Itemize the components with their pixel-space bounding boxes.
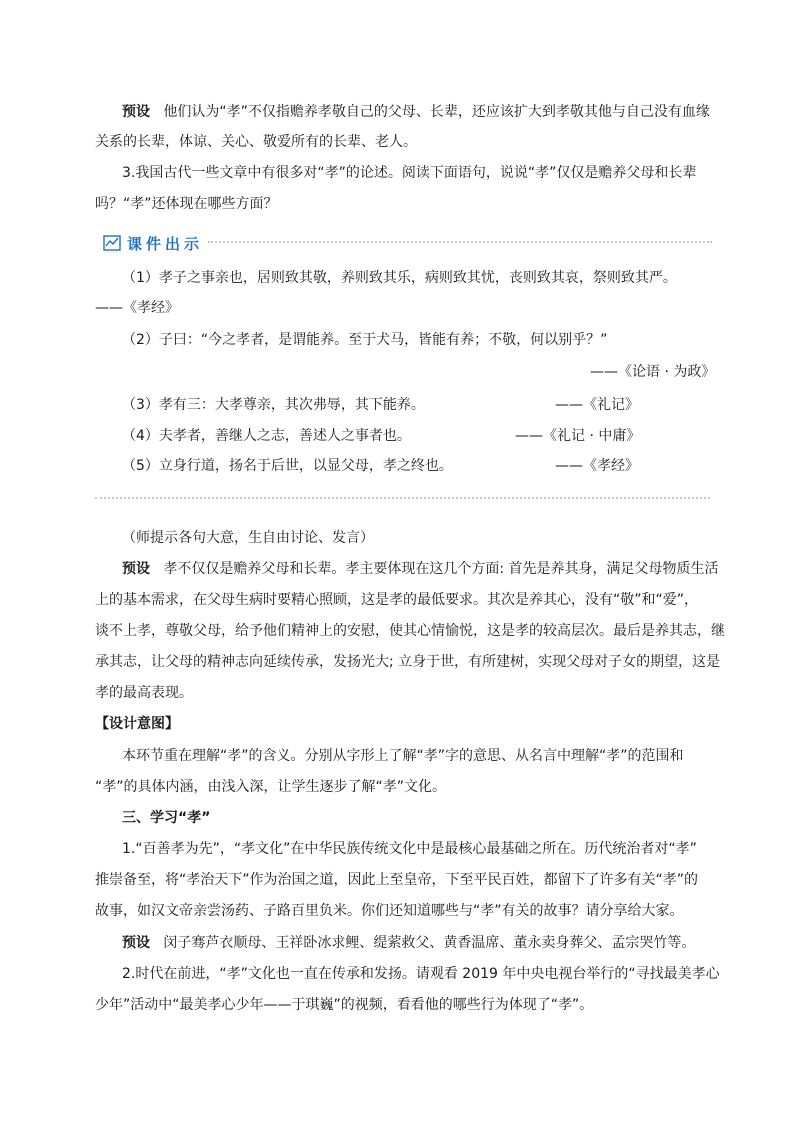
courseware-title: 课件出示: [127, 234, 204, 253]
quote-4-source: ——《礼记 · 中庸》: [515, 428, 641, 444]
quote-3-source: ——《礼记》: [555, 397, 639, 413]
quote-3: （3）孝有三：大孝尊亲，其次弗辱，其下能养。: [122, 397, 425, 413]
quote-5: （5）立身行道，扬名于后世，以显父母，孝之终也。: [122, 458, 453, 474]
preset-paragraph-1-line-1: 预设 他们认为“孝”不仅指赡养孝敬自己的父母、长辈，还应该扩大到孝敬其他与自己没有血缘: [122, 104, 710, 120]
question-3-line-2: 吗？“孝”还体现在哪些方面？: [95, 196, 278, 212]
preset-paragraph-2-line-4: 承其志，让父母的精神志向延续传承，发扬光大; 立身于世，有所建树，实现父母对子女的期望，这是: [95, 654, 721, 670]
preset-label: 预设: [122, 935, 150, 951]
item-1-line-3: 故事，如汉文帝亲尝汤药、子路百里负米。你们还知道哪些与“孝”有关的故事？请分享给大家。: [95, 903, 684, 919]
teacher-hint: （师提示各句大意，生自由讨论、发言）: [122, 530, 374, 546]
preset-paragraph-3: 预设 闵子骞芦衣顺母、王祥卧冰求鲤、缇萦救父、黄香温席、董永卖身葬父、孟宗哭竹等。: [122, 935, 696, 951]
preset-paragraph-2-line-2: 上的基本需求，在父母生病时要精心照顾，这是孝的最低要求。其次是养其心，没有“敬”和“爱”，: [95, 592, 699, 608]
quote-1: （1）孝子之事亲也，居则致其敬，养则致其乐，病则致其忧，丧则致其哀，祭则致其严。: [122, 270, 677, 286]
design-intent-line-1: 本环节重在理解“孝”的含义。分别从字形上了解“孝”字的意思、从名言中理解“孝”的范围和: [122, 748, 684, 764]
item-2-line-1: 2.时代在前进，“孝”文化也一直在传承和发扬。请观看 2019 年中央电视台举行的“寻找最美孝心: [122, 966, 720, 982]
preset-paragraph-2-line-5: 孝的最高表现。: [95, 685, 193, 701]
item-1-line-1: 1.“百善孝为先”，“孝文化”在中华民族传统文化中是最核心最基础之所在。历代统治者对“孝”: [122, 841, 697, 857]
quote-2: （2）子曰：“今之孝者，是谓能养。至于犬马，皆能有养；不敬，何以别乎？”: [122, 332, 608, 348]
courseware-divider: [208, 241, 712, 243]
courseware-header: [103, 232, 203, 254]
section-3-heading: 三、学习“孝”: [122, 810, 211, 826]
item-2-line-2: 少年”活动中“最美孝心少年——于琪巍”的视频，看看他的哪些行为体现了“孝”。: [95, 997, 594, 1013]
question-3-line-1: 3.我国古代一些文章中有很多对“孝”的论述。阅读下面语句，说说“孝”仅仅是赡养父母和长辈: [122, 165, 697, 181]
preset-label: 预设: [122, 104, 150, 120]
quote-5-source: ——《孝经》: [555, 458, 639, 474]
preset-paragraph-2-line-1: 预设 孝不仅仅是赡养父母和长辈。孝主要体现在这几个方面: 首先是养其身，满足父母物质生活: [122, 561, 719, 577]
preset-paragraph-1-line-2: 关系的长辈，体谅、关心、敬爱所有的长辈、老人。: [95, 134, 417, 150]
quote-2-source: ——《论语 · 为政》: [590, 364, 716, 380]
item-1-line-2: 推崇备至，将“孝治天下”作为治国之道，因此上至皇帝，下至平民百姓，都留下了许多有关“孝”的: [95, 872, 699, 888]
courseware-icon: [103, 235, 121, 251]
design-intent-heading: 【设计意图】: [95, 716, 179, 732]
design-intent-line-2: “孝”的具体内涵，由浅入深，让学生逐步了解“孝”文化。: [95, 779, 447, 795]
quote-1-source: ——《孝经》: [95, 300, 179, 316]
quote-4: （4）夫孝者，善继人之志，善述人之事者也。: [122, 428, 411, 444]
preset-label: 预设: [122, 561, 150, 577]
preset-paragraph-2-line-3: 谈不上孝，尊敬父母，给予他们精神上的安慰，使其心情愉悦，这是孝的较高层次。最后是养其志，继: [95, 623, 725, 639]
courseware-end-divider: [95, 497, 710, 499]
